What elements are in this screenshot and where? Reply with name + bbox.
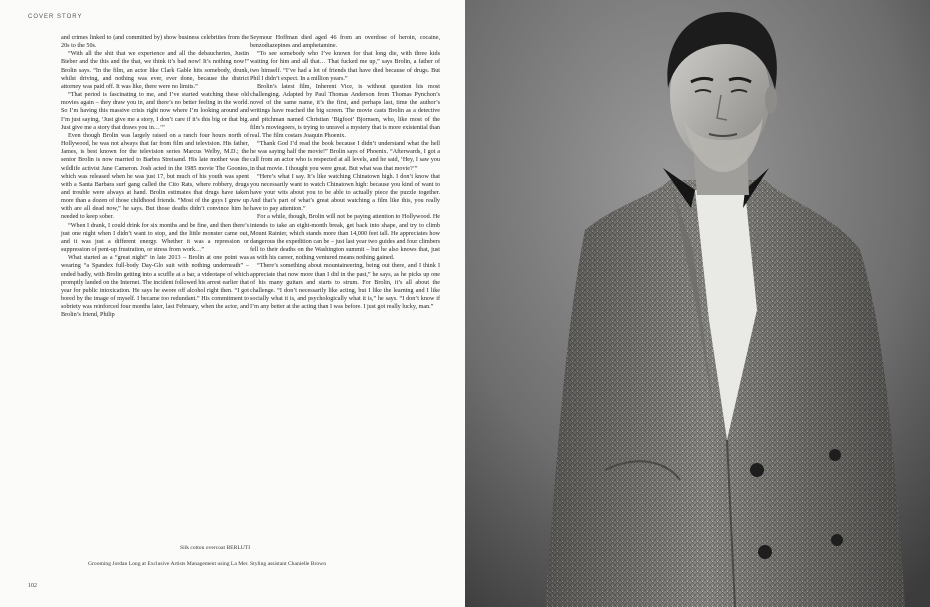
page-number: 102 [28,583,37,589]
paragraph: “That period is fascinating to me, and I’ve started watching these old movies again – they draw you in, and there’s no better feeling in the world. So I’m having this massive crisis right now where I’m looking around and I’m just saying, ‘Just give me a story, I don’t care if it’s this big or that big. Just give me a story that draws you in…’” [61,92,249,131]
paragraph: Brolin’s latest film, Inherent Vice, is without question his most challenging. Adapted by Paul Thomas Anderson from Thomas Pynchon’s novel of the same name, it’s the first, and perhaps last, time the author’s writings have reached the big screen. The movie casts Brolin as a detective and pitchman named Christian ‘Bigfoot’ Bjornsen, who, like most of the film’s moviegoers, is trying to unravel a mystery that is more existential than real. The film costars Joaquin Phoenix. [250,83,440,139]
wardrobe-credit: Silk cotton overcoat BERLUTI [180,545,251,551]
section-label: COVER STORY [28,14,83,20]
paragraph: “With all the shit that we experience and all the debaucheries, Justin Bieber and the this and the that, we think it’s bad now! It’s nothing now!” Brolin says. “In the film, an actor like Clark Gable hits somebody, drunk, whilst driving, and nothing was ever, ever done, because the district attorney was paid off. It was like, there were no limits.” [61,51,249,90]
paragraph: Even though Brolin was largely raised on a ranch four hours north of Hollywood, he was not always that far from film and television. His father, James, is best known for the television series Marcus Welby, M.D.; the senior Brolin is now married to Barbra Streisand. His late mother was the wildlife activist Jane Cameron. Josh acted in the 1985 movie The Goonies, which was released when he was just 17, but much of his youth was spent with a Santa Barbara surf gang called the Cito Rats, where robbery, drugs and trouble were always at hand. Brolin estimates that drugs have taken more than a dozen of those childhood friends. “Most of the guys I grew up with are all dead now,” he says. But those deaths didn’t convince him he needed to keep sober. [61,132,249,221]
paragraph: “Here’s what I say. It’s like watching Chinatown high. I don’t know that you necessarily want to watch Chinatown high: because you kind of want to have your wits about you to be able to actually piece the puzzle together. And that’s part of what’s great about watching a film like this, you really have to pay attention.” [250,173,440,213]
paragraph: “To see somebody who I’ve known for that long die, with three kids waiting for him and all that… That fucked me up,” says Brolin, a father of two himself. “I’ve had a lot of friends that have died because of drugs. But Phil I didn’t expect. In a million years.” [250,51,440,82]
grooming-credit: Grooming Jordan Long at Exclusive Artists Management using La Mer. Styling assistant Chanielle Brown [88,561,327,567]
paragraph: What started as a “great night” in late 2013 – Brolin at one point was wearing “a Spandex full-body Day-Glo suit with nothing underneath” – ended badly, with Brolin getting into a scuffle at a bar, a videotape of which promptly landed on the Internet. The incident followed his arrest earlier that year for public intoxication. He says he swore off alcohol right then. “I got bored by the image of myself. I became too redundant.” His commitment to sobriety was reinforced four months later, last February, when the actor, and Brolin’s friend, Philip [61,255,249,319]
paragraph: and crimes linked to (and committed by) show business celebrities from the 20s to the 50s. [61,35,249,50]
paragraph: Seymour Hoffman died aged 46 from an overdose of heroin, cocaine, benzodiazepines and amphetamine. [250,35,440,50]
paragraph: For a while, though, Brolin will not be paying attention to Hollywood. He intends to take an eight-month break, get back into shape, and try to climb Mount Rainier, which stands more than 14,000 feet tall. He appreciates how dangerous the expedition can be – just last year two guides and four climbers fell to their deaths on the Washington summit – but he also knows that, just as with his career, nothing ventured means nothing gained. [250,214,440,262]
paragraph: “There’s something about mountaineering, being out there, and I think I appreciate that now more than I did in the past,” he says, as he picks up one of his many guitars and starts to strum. For Brolin, it’s all about the challenge. “I don’t necessarily like acting, but I like the learning and I like socially what it is, and psychologically what it is,” he says. “I don’t know if I’m any better at the acting than I was before. I just got really lucky, man.” [250,263,440,311]
text-column-2 [250,34,440,311]
text-column-1 [61,34,249,319]
paragraph: “Thank God I’d read the book because I didn’t understand what the hell he was saying half the movie!” Brolin says of Phoenix. “Afterwards, I got a call from an actor who is respected at all levels, and he said, ‘Hey, I saw you in that movie. I thought you were great. But what was that movie?’” [250,141,440,172]
portrait-photo [465,0,930,607]
paragraph: “When I drank, I could drink for six months and be fine, and then there’s just one night when I didn’t want to stop, and the little monster came out, and it was just a different energy. Whether it was a repression or suppression of pent-up frustration, or stress from work…” [61,222,249,254]
portrait-illustration [465,0,930,607]
